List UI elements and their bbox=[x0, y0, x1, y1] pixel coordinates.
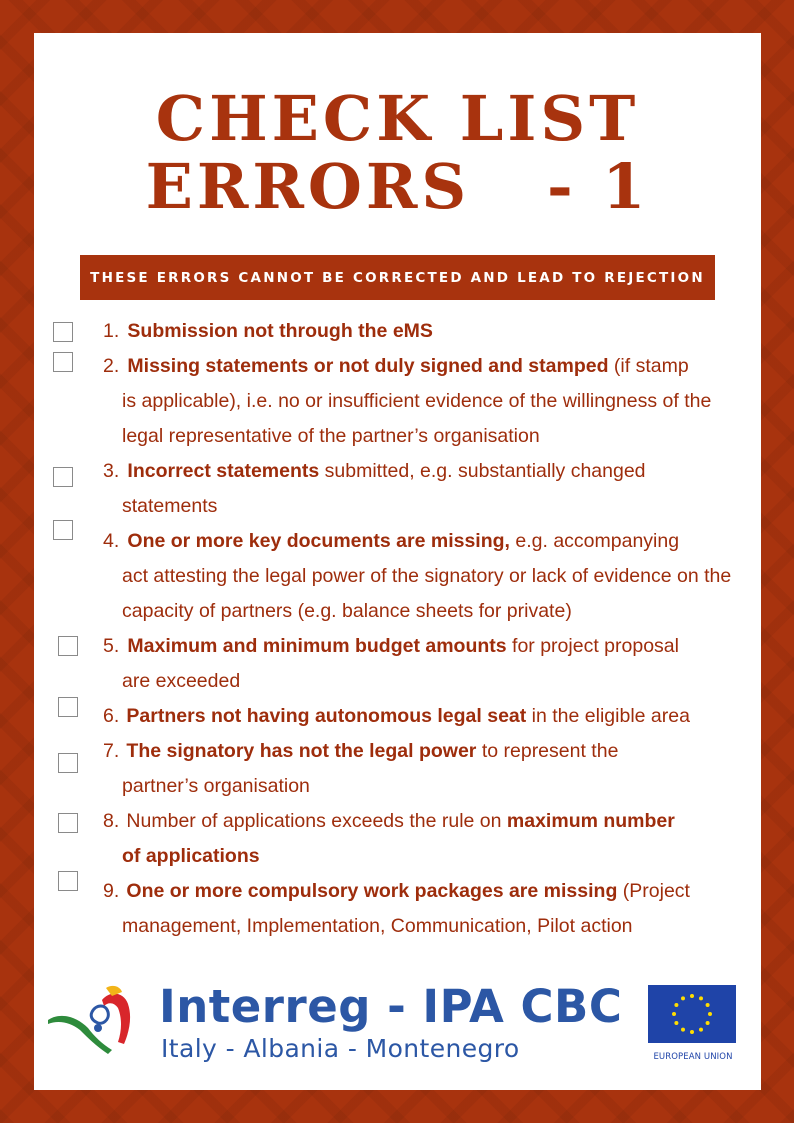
item-number: 9. bbox=[103, 880, 120, 902]
list-item bbox=[103, 454, 743, 524]
item-bold-text: Partners not having autonomous legal seat bbox=[126, 705, 527, 727]
item-continuation: statements bbox=[122, 495, 218, 517]
item-text: in the eligible area bbox=[526, 705, 690, 727]
page-title bbox=[34, 82, 761, 223]
title-line-2: ERRORS - 1 bbox=[145, 150, 650, 223]
list-item bbox=[103, 804, 743, 874]
checkbox-item-4[interactable] bbox=[53, 520, 73, 540]
item-bold-text: The signatory has not the legal power bbox=[126, 740, 477, 762]
item-text: (Project bbox=[617, 880, 690, 902]
item-number: 7. bbox=[103, 740, 120, 762]
item-continuation: is applicable), i.e. no or insufficient evidence of the willingness of the legal representative of the partner’s organisation bbox=[122, 390, 712, 447]
item-continuation: management, Implementation, Communication, Pilot action bbox=[122, 915, 633, 937]
list-item bbox=[103, 524, 743, 629]
item-text: (if stamp bbox=[608, 355, 689, 377]
list-item bbox=[103, 629, 743, 699]
item-bold-text: Missing statements or not duly signed and stamped bbox=[127, 355, 609, 377]
item-text: Number of applications exceeds the rule on bbox=[126, 810, 507, 832]
checkbox-item-9[interactable] bbox=[58, 871, 78, 891]
eu-label: EUROPEAN UNION bbox=[653, 1052, 733, 1062]
brand-subtitle: Italy - Albania - Montenegro bbox=[161, 1034, 520, 1063]
checkbox-item-8[interactable] bbox=[58, 813, 78, 833]
list-item bbox=[103, 314, 743, 349]
item-continuation: are exceeded bbox=[122, 670, 241, 692]
checkbox-item-2[interactable] bbox=[53, 352, 73, 372]
item-number: 5. bbox=[103, 635, 120, 657]
item-text: to represent the bbox=[476, 740, 619, 762]
item-bold-text: Maximum and minimum budget amounts bbox=[127, 635, 507, 657]
list-item bbox=[103, 349, 743, 454]
rejection-banner: THESE ERRORS CANNOT BE CORRECTED AND LEAD TO REJECTION bbox=[80, 255, 715, 300]
checkbox-item-5[interactable] bbox=[58, 636, 78, 656]
item-text: submitted, e.g. substantially changed bbox=[319, 460, 646, 482]
item-continuation: act attesting the legal power of the signatory or lack of evidence on the capacity of partners (e.g. balance sheets for private) bbox=[122, 565, 732, 622]
item-bold-text: Submission not through the eMS bbox=[127, 320, 433, 342]
item-text: for project proposal bbox=[506, 635, 679, 657]
footer bbox=[34, 978, 761, 1068]
list-item bbox=[103, 699, 743, 734]
eu-emblem bbox=[648, 985, 738, 1062]
item-text: e.g. accompanying bbox=[509, 530, 680, 552]
checkbox-item-7[interactable] bbox=[58, 753, 78, 773]
interreg-brand bbox=[159, 981, 622, 1065]
item-bold-text: Incorrect statements bbox=[127, 460, 320, 482]
item-number: 4. bbox=[103, 530, 120, 552]
list-item bbox=[103, 734, 743, 804]
title-line-1: CHECK LIST bbox=[155, 82, 640, 155]
eu-flag-icon bbox=[648, 985, 736, 1043]
brand-title: Interreg - IPA CBC bbox=[159, 980, 623, 1033]
item-bold-text: One or more compulsory work packages are missing bbox=[126, 880, 618, 902]
checkbox-item-1[interactable] bbox=[53, 322, 73, 342]
item-continuation: partner’s organisation bbox=[122, 775, 310, 797]
checkbox-item-3[interactable] bbox=[53, 467, 73, 487]
interreg-logo-icon bbox=[46, 982, 136, 1057]
item-number: 3. bbox=[103, 460, 120, 482]
checkbox-item-6[interactable] bbox=[58, 697, 78, 717]
item-number: 2. bbox=[103, 355, 120, 377]
list-item bbox=[103, 874, 743, 944]
checklist-card bbox=[34, 33, 761, 1090]
item-number: 6. bbox=[103, 705, 120, 727]
item-continuation: of applications bbox=[122, 845, 260, 867]
item-bold-text: maximum number bbox=[506, 810, 675, 832]
item-bold-text: One or more key documents are missing, bbox=[127, 530, 510, 552]
item-number: 8. bbox=[103, 810, 120, 832]
item-number: 1. bbox=[103, 320, 120, 342]
